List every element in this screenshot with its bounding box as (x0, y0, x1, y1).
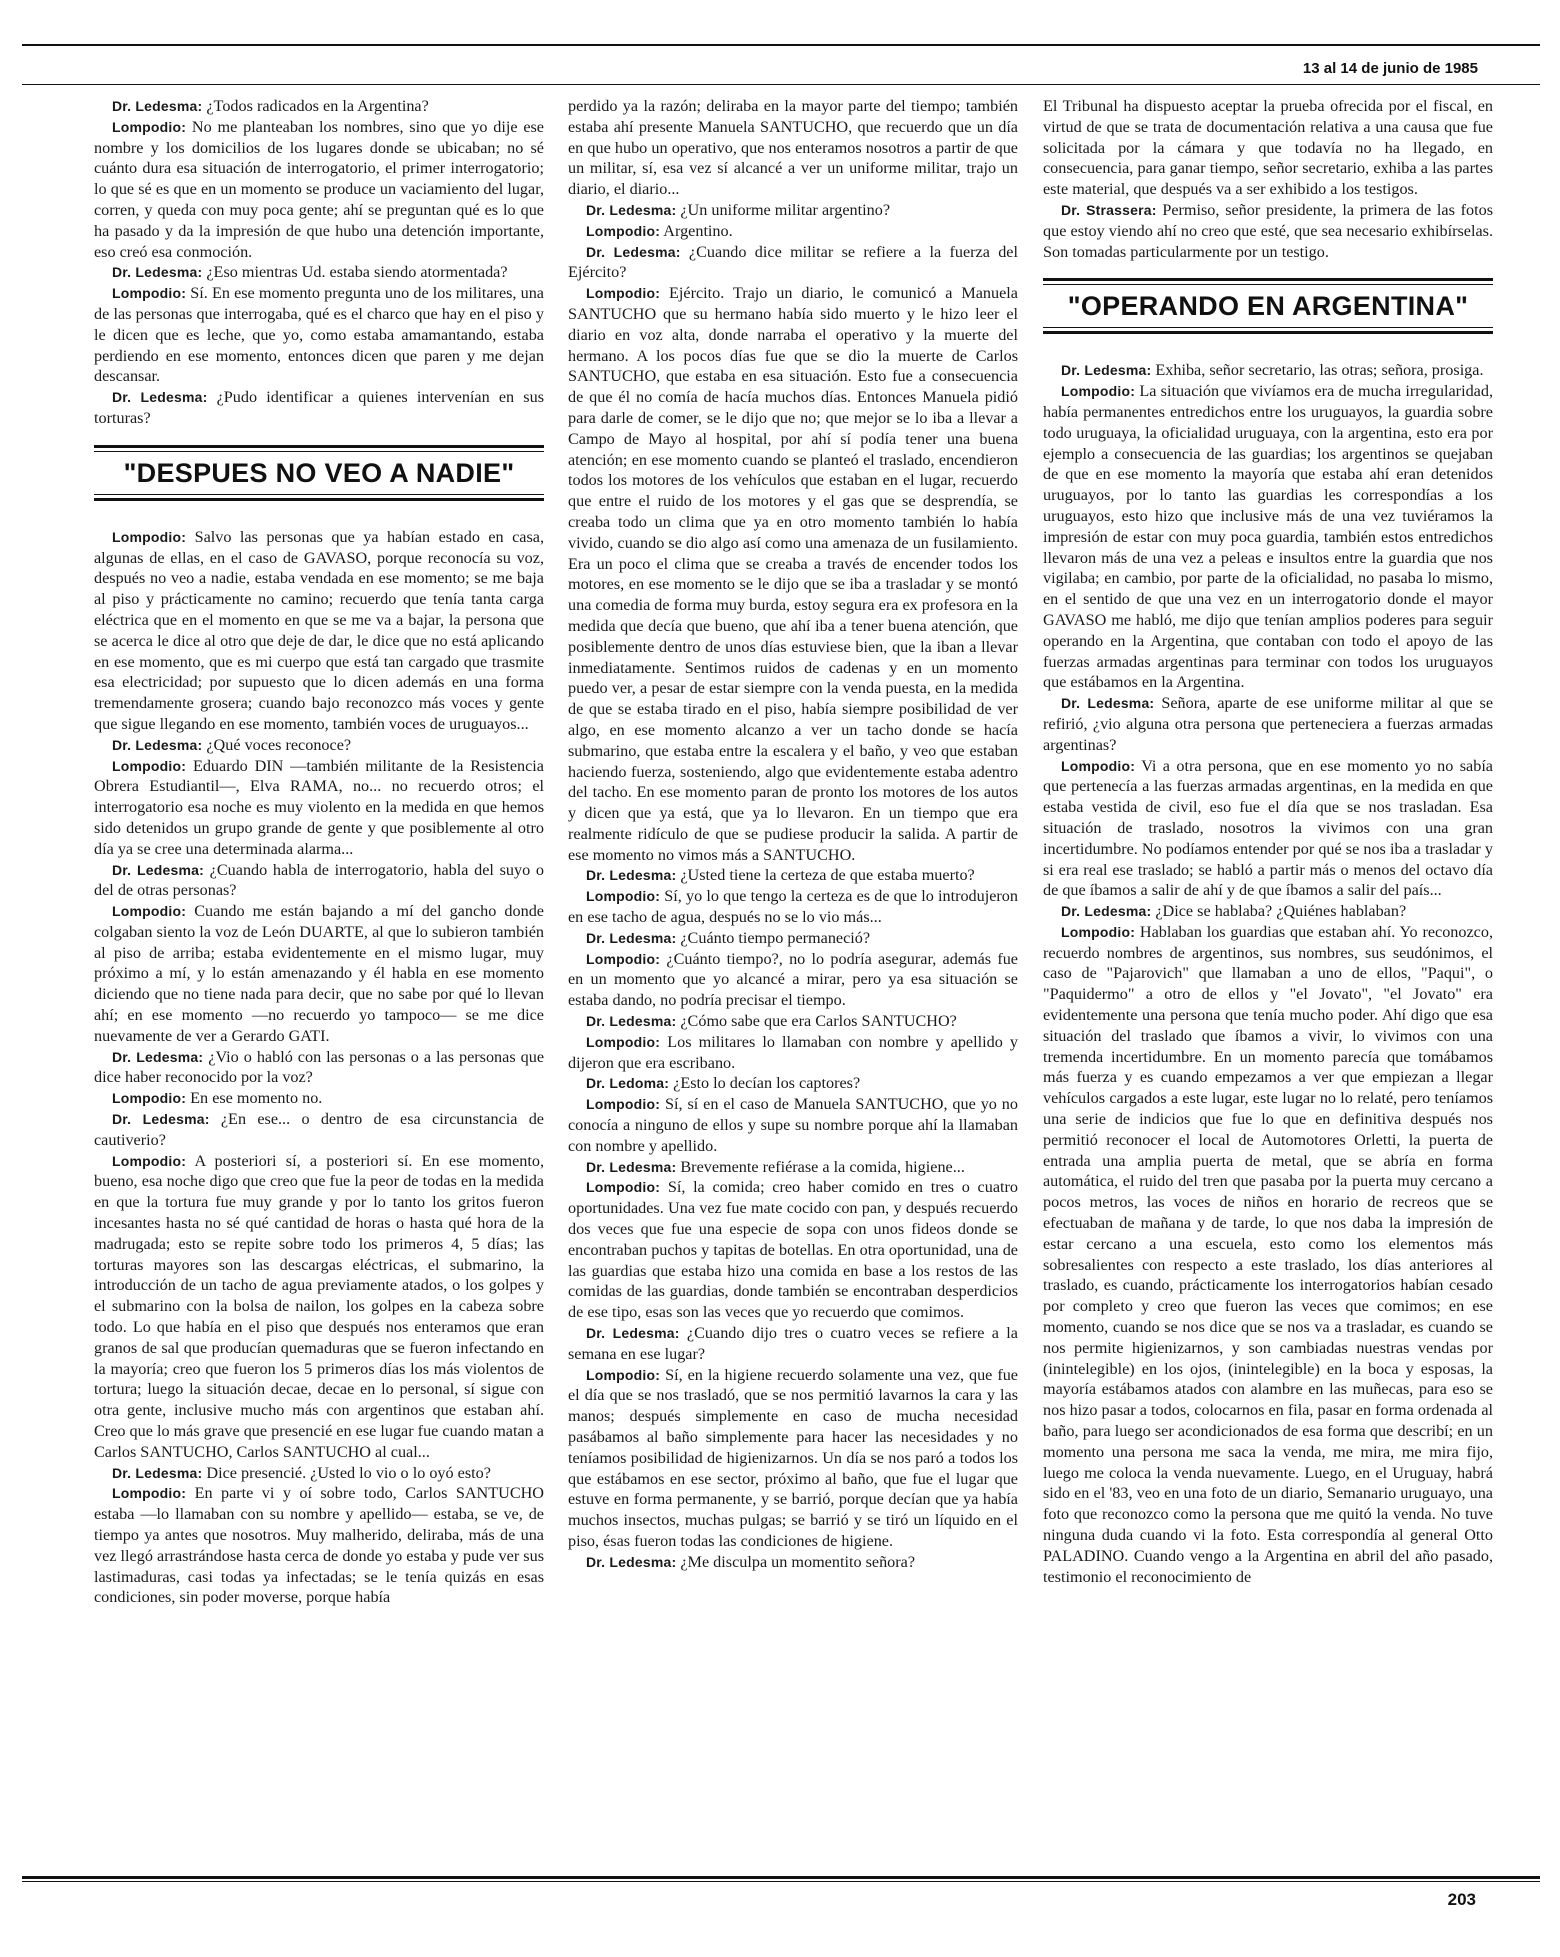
paragraph-text: El Tribunal ha dispuesto aceptar la prueba ofrecida por el fiscal, en virtud de que se trata de documentación relativa a una causa que fue solicitada por la cámara y que todavía no ha llegado, en consecuencia, para ganar tiempo, señor secretario, exhiba a las partes este material, que después va a ser exhibido a los testigos. (1043, 97, 1493, 199)
paragraph-text: Eduardo DIN —también militante de la Resistencia Obrera Estudiantil—, Elva RAMA, no... no recuerdo otros; el interrogatorio esa noche es muy violento en la medida en que hemos sido detenidos un grupo grande de gente y que posiblemente al otro día ya se cree una determinada alarma... (94, 756, 544, 858)
speaker-label: Lompodio: (586, 950, 661, 967)
interview-paragraph (568, 1552, 1018, 1573)
paragraph-text: ¿Me disculpa un momentito señora? (676, 1552, 916, 1571)
paragraph-text: Los militares lo llamaban con nombre y apellido y dijeron que era escribano. (568, 1032, 1018, 1072)
paragraph-text: Sí, sí en el caso de Manuela SANTUCHO, que yo no conocía a ninguno de ellos y supe su nombre porque ahí la llamaban con nombre y apellido. (568, 1095, 1018, 1155)
interview-paragraph (568, 949, 1018, 1011)
paragraph-text: Hablaban los guardias que estaban ahí. Yo reconozco, recuerdo nombres de argentinos, sus nombres, sus seudónimos, el caso de "Pajarovich" que llamaban a uno de ellos, "Paqui", o "Paquidermo" a otro de ellos y "el Jovato", "el Jovato" era evidentemente una persona que tenía mucho poder. Ahí digo que esa situación del traslado que íbamos a vivir, lo vivimos con una tremenda incertidumbre. En un momento parecía que tomábamos más fuerza y es cuando empezamos a ver que empiezan a llegar vehículos cargados a este lugar, este lugar no lo relaté, pero teníamos una serie de indicios que fue lo que en definitiva después nos permitió reconocer el local de Automotores Orletti, la puerta de entrada una amplia puerta de metal, que se abría en forma automática, el ruido del tren que pasaba por la puerta muy cercano a pocos metros, las voces de niños en horario de recreos que se efectuaban de mañana y de tarde, lo que nos daba la impresión de estar cercano a una escuela, esto como los elementos más sobresalientes con respecto a este traslado, los días anteriores al traslado, es cuando, prácticamente los interrogatorios habían cesado por completo y creo que fueron las veces que comimos; en ese momento, cuando se nos dice que se nos va a trasladar, es cuando se nos permite higienizarnos, y son cambiadas nuestras vendas por (inintelegible) en los ojos, (inintelegible) en la boca y esposas, la mayoría estábamos atados con alambre en las muñecas, para eso se nos hizo pasar a todos, colocarnos en fila, pasar en forma ordenada al baño, para luego ser acondicionados de esa forma que describí; en un momento una persona me saca la venda, me mira, me mira fijo, luego me coloca la venda nuevamente. Luego, en el Uruguay, habrá sido en el '83, veo en una foto de un diario, Semanario uruguayo, una foto que reconozco como la persona que me quitó la venda. No tuve ninguna duda cuando vi la foto. Esta correspondía al general Otto PALADINO. Cuando vengo a la Argentina en abril del año pasado, testimonio el reconocimiento de (1043, 922, 1493, 1586)
interview-paragraph (568, 242, 1018, 284)
interview-paragraph (568, 1011, 1018, 1032)
interview-paragraph (568, 283, 1018, 865)
paragraph-text: Argentino. (660, 221, 733, 240)
paragraph-text: ¿Cuánto tiempo permaneció? (676, 928, 871, 947)
interview-paragraph (94, 735, 544, 756)
speaker-label: Dr. Ledesma: (1061, 362, 1152, 379)
speaker-label: Lompodio: (1061, 923, 1136, 940)
interview-paragraph (568, 1073, 1018, 1094)
speaker-label: Dr. Ledesma: (586, 1013, 677, 1030)
speaker-label: Lompodio: (112, 1090, 187, 1107)
speaker-label: Lompodio: (112, 1485, 187, 1502)
speaker-label: Dr. Ledesma: (112, 389, 208, 406)
speaker-label: Lompodio: (586, 222, 661, 239)
speaker-label: Dr. Ledesma: (112, 1464, 203, 1481)
paragraph-text: ¿Cuánto tiempo?, no lo podría asegurar, además fue en un momento que yo alcancé a mirar, pero ya esa situación se estaba dando, no podría precisar el tiempo. (568, 949, 1018, 1010)
column-2 (568, 96, 1018, 1573)
paragraph-text: Ejército. Trajo un diario, le comunicó a Manuela SANTUCHO que su hermano había sido muerto y le hizo leer el diario en voz alta, donde narraba el operativo y la muerte del hermano. A los pocos días fue que se dio la muerte de Carlos SANTUCHO, que estaba en esa situación. Esto fue a consecuencia de que él no comía de hacía muchos días. Entonces Manuela pidió para darle de comer, se le dijo que no; que mejor se lo iba a llevar a Campo de Mayo al hospital, por ahí sí podía tener una buena atención; en ese momento cuando se planteó el traslado, encendieron todos los motores de los vehículos que estaban en el lugar, recuerdo que entre el ruido de los motores y el gas que se desprendía, se creaba todo un clima que ya en otro momento también lo había vivido, cuando se dio algo así como una amenaza de un fusilamiento. Era un poco el clima que se creaba a través de encender todos los motores, en ese momento se le dijo que se iba a trasladar y se montó una comedia de forma muy burda, estoy segura era ex profesora en la medida que decía que bueno, que ahí iba a tener buena atención, que posiblemente dentro de unos días estuviese bien, que la iban a llevar inmediatamente. Sentimos ruidos de cadenas y en un momento puedo ver, a pesar de estar siempre con la venda puesta, en la medida de que se estaba tirado en el piso, había siempre posibilidad de ver algo, en ese momento alcanzo a ver un tacho donde se hacía submarino, que estaba entre la escalera y el baño, y veo que estaban haciendo fuerza, sosteniendo, algo que evidentemente estaba adentro del tacho. En ese momento paran de pronto los motores de los autos y dicen que ya está, que ya lo llevaron. En un tiempo que era realmente ridículo de que se pudiese producir la salida. A partir de ese momento no vimos más a SANTUCHO. (568, 284, 1018, 864)
interview-paragraph (568, 886, 1018, 928)
paragraph-text: Vi a otra persona, que en ese momento yo no sabía que pertenecía a las fuerzas armadas argentinas, en la medida en que estaba vestida de civil, eso fue el día que se nos trasladan. Esa situación de traslado, nosotros la vivimos con una gran incertidumbre. No podíamos entender por qué se nos iba a trasladar y si era real ese traslado; se habló a partir más o menos del octavo día de que íbamos a salir de ahí y de que íbamos a salir del país... (1043, 756, 1493, 900)
speaker-label: Dr. Ledoma: (586, 1075, 670, 1092)
paragraph-text: ¿Esto lo decían los captores? (669, 1074, 861, 1093)
speaker-label: Lompodio: (586, 1096, 661, 1113)
interview-paragraph (1043, 200, 1493, 262)
interview-paragraph (94, 1088, 544, 1109)
paragraph-text: Señora, aparte de ese uniforme militar al que se refirió, ¿vio alguna otra persona que perteneciera a fuerzas armadas argentinas? (1043, 694, 1494, 754)
speaker-label: Lompodio: (586, 1179, 661, 1196)
paragraph-text: ¿Cómo sabe que era Carlos SANTUCHO? (676, 1012, 957, 1031)
top-rule (22, 44, 1540, 46)
paragraph-text: Sí, en la higiene recuerdo solamente una vez, que fue el día que se nos trasladó, que se nos permitió lavarnos la cara y las manos; después simplemente en caso de mucha necesidad pasábamos al baño simplemente para hacer las necesidades y no teníamos posibilidad de higienizarnos. Un día se nos paró a todos los que estábamos en ese sector, próximo al baño, que fue el lugar que estuve en forma permanente, y se barrió, porque decían que ya había muchos insectos, muchas pulgas; se barrió y se tiró un líquido en el piso, ésas fueron todas las condiciones de higiene. (568, 1365, 1018, 1550)
interview-paragraph (568, 1032, 1018, 1074)
speaker-label: Lompodio: (1061, 757, 1136, 774)
paragraph-text: Brevemente refiérase a la comida, higiene... (676, 1157, 965, 1176)
speaker-label: Dr. Ledesma: (112, 264, 203, 281)
speaker-label: Lompodio: (112, 903, 187, 920)
paragraph-text: ¿Cuando dice militar se refiere a la fuerza del Ejército? (568, 242, 1018, 282)
interview-paragraph (94, 1151, 544, 1463)
speaker-label: Dr. Ledesma: (112, 1048, 204, 1065)
speaker-label: Dr. Ledesma: (586, 929, 677, 946)
top-rule-thin (22, 84, 1540, 85)
interview-paragraph (568, 1365, 1018, 1552)
interview-paragraph (1043, 756, 1493, 902)
paragraph-text: A posteriori sí, a posteriori sí. En ese momento, bueno, esa noche digo que creo que fue la peor de todas en la medida en que la tortura fue muy grande y por lo tanto los gritos fueron incesantes hasta no sé qué cantidad de horas o hasta qué hora de la madrugada; esto se repite sobre todo los primeros 4, 5 días; las torturas mayores son las descargas eléctricas, el submarino, la introducción de un tacho de agua previamente atados, o los golpes y el submarino con la bolsa de nailon, los golpes en la cabeza sobre todo. Lo que había en el piso que después nos enteramos que eran granos de sal que producían quemaduras que se fueron infectando en la mayoría; creo que fueron los 5 primeros días los más violentos de tortura; luego la situación decae, decae en lo personal, sí sigue con otra gente, inclusive mucho más con argentinos que estaban ahí. Creo que lo más grave que presencié en ese lugar fue cuando matan a Carlos SANTUCHO, Carlos SANTUCHO al cual... (94, 1151, 544, 1461)
interview-paragraph (94, 283, 544, 387)
interview-paragraph (94, 860, 544, 902)
paragraph-text: ¿Un uniforme militar argentino? (676, 200, 890, 219)
paragraph-text: Cuando me están bajando a mí del gancho donde colgaban siento la voz de León DUARTE, al que lo subieron también al piso de arriba; estaba evidentemente en el mismo lugar, muy próximo a mí, y lo están amenazando y él habla en ese momento diciendo que no tiene nada para decir, que no sabe por qué lo llevan ahí; en ese momento —no recuerdo yo tampoco— se me dice nuevamente de ver a Gerardo GATI. (94, 902, 544, 1045)
interview-paragraph (94, 262, 544, 283)
speaker-label: Lompodio: (112, 528, 187, 545)
section-heading-box (1043, 278, 1493, 334)
speaker-label: Dr. Ledesma: (586, 867, 677, 884)
speaker-label: Dr. Strassera: (1061, 201, 1157, 218)
section-heading-box (94, 445, 544, 501)
speaker-label: Dr. Ledesma: (1061, 695, 1155, 712)
speaker-label: Dr. Ledesma: (586, 243, 681, 260)
speaker-label: Lompodio: (586, 888, 661, 905)
interview-paragraph (94, 756, 544, 860)
paragraph-text: ¿Usted tiene la certeza de que estaba muerto? (676, 866, 975, 885)
speaker-label: Dr. Ledesma: (112, 861, 204, 878)
paragraph-text: La situación que vivíamos era de mucha irregularidad, había permanentes entredichos entre los uruguayos, la guardia sobre todo uruguaya, la oficialidad uruguaya, con la argentina, esto era por ejemplo a consecuencia de las guardias; los argentinos se quejaban de que en ese momento la mayoría que estaba ahí eran detenidos uruguayos, por lo tanto las guardias les correspondías a los uruguayos, esto hizo que inclusive más de una vez tuviéramos la impresión de estar con muy poca guardia, también estos entredichos llevaron más de una vez a peleas e insultos entre la guardia que nos vigilaba; en cambio, por parte de la oficialidad, no pasaba lo mismo, en el sentido de que una vez en un interrogatorio donde el mayor GAVASO me habló, me dijo que tenían amplios poderes para seguir operando en la Argentina, que contaban con todo el apoyo de las fuerzas armadas argentinas para terminar con todos los uruguayos que estábamos en la Argentina. (1043, 382, 1493, 692)
interview-paragraph (568, 865, 1018, 886)
speaker-label: Lompodio: (586, 1033, 661, 1050)
interview-paragraph (94, 527, 544, 735)
speaker-label: Dr. Ledesma: (586, 1553, 677, 1570)
speaker-label: Dr. Ledesma: (112, 736, 203, 753)
interview-paragraph (94, 1109, 544, 1151)
speaker-label: Lompodio: (112, 1152, 187, 1169)
bottom-rule (22, 1876, 1540, 1879)
speaker-label: Dr. Ledesma: (586, 201, 677, 218)
speaker-label: Lompodio: (1061, 383, 1136, 400)
speaker-label: Lompodio: (586, 1366, 661, 1383)
interview-paragraph (94, 387, 544, 429)
paragraph-text: En ese momento no. (186, 1089, 323, 1108)
interview-paragraph (94, 901, 544, 1047)
section-heading: "DESPUES NO VEO A NADIE" (123, 457, 515, 488)
column-1 (94, 96, 544, 1608)
paragraph-text: ¿Todos radicados en la Argentina? (202, 97, 429, 115)
paragraph-text: ¿Cuando habla de interrogatorio, habla del suyo o del de otras personas? (94, 860, 544, 900)
speaker-label: Dr. Ledesma: (586, 1158, 677, 1175)
interview-paragraph (94, 1047, 544, 1089)
paragraph-text: Sí, yo lo que tengo la certeza es de que lo introdujeron en ese tacho de agua, después no se lo vio más... (568, 887, 1018, 927)
paragraph-text: Sí, la comida; creo haber comido en tres o cuatro oportunidades. Una vez fue mate cocido con pan, y después recuerdo dos veces que fue una especie de sopa con unos fideos donde se encontraban puchos y tapitas de botellas. En otra oportunidad, una de las guardias que estaba hizo una comida en base a los restos de las comidas de las guardias, donde también se encontraban desperdicios de ese tipo, esas son las veces que yo recuerdo que comimos. (568, 1178, 1018, 1322)
interview-paragraph (1043, 901, 1493, 922)
header-date: 13 al 14 de junio de 1985 (1302, 60, 1478, 77)
column-3 (1043, 96, 1493, 1587)
interview-paragraph (1043, 96, 1493, 200)
interview-paragraph (568, 96, 1018, 200)
paragraph-text: Permiso, señor presidente, la primera de las fotos que estoy viendo ahí no creo que esté, que sea necesario exhibírselas. Son tomadas particularmente por un testigo. (1043, 200, 1494, 261)
paragraph-text: ¿En ese... o dentro de esa circunstancia de cautiverio? (94, 1110, 544, 1149)
speaker-label: Lompodio: (112, 757, 187, 774)
speaker-label: Lompodio: (112, 118, 187, 135)
interview-paragraph (568, 928, 1018, 949)
paragraph-text: Salvo las personas que ya habían estado en casa, algunas de ellas, en el caso de GAVASO, porque reconocía su voz, después no veo a nadie, estaba vendada en ese momento; se me baja al piso y prácticamente no camino; recuerdo que tenía tanta carga eléctrica que en el momento en que se me va a bajar, la persona que se acerca le dice al otro que deje de dar, le dice que no está aplicando en ese momento, que es mi cuerpo que está tan cargado que trasmite esa electricidad; por supuesto que lo dicen además en una forma tremendamente grosera; cuando bajo reconozco más voces y gente que sigue llegando en ese momento, también voces de uruguayos... (94, 527, 544, 733)
paragraph-text: ¿Pudo identificar a quienes intervenían en sus torturas? (94, 388, 544, 427)
speaker-label: Lompodio: (112, 285, 187, 302)
interview-paragraph (94, 117, 544, 263)
paragraph-text: ¿Cuando dijo tres o cuatro veces se refiere a la semana en ese lugar? (568, 1324, 1018, 1363)
page-number: 203 (1447, 1890, 1476, 1909)
paragraph-text: ¿Eso mientras Ud. estaba siendo atormentada? (202, 263, 508, 282)
interview-paragraph (94, 1483, 544, 1608)
interview-paragraph (1043, 360, 1493, 381)
interview-paragraph (568, 1094, 1018, 1156)
speaker-label: Dr. Ledesma: (586, 1325, 680, 1342)
speaker-label: Dr. Ledesma: (112, 1111, 210, 1128)
interview-paragraph (1043, 381, 1493, 693)
speaker-label: Lompodio: (586, 285, 661, 302)
interview-paragraph (1043, 922, 1493, 1588)
bottom-rule-thin (22, 1881, 1540, 1882)
paragraph-text: ¿Qué voces reconoce? (202, 735, 352, 754)
interview-paragraph (568, 1177, 1018, 1323)
interview-paragraph (568, 1157, 1018, 1178)
interview-paragraph (94, 1463, 544, 1484)
paragraph-text: No me planteaban los nombres, sino que yo dije ese nombre y los domicilios de los lugares donde se ubicaban; no sé cuánto dura esa situación de interrogatorio, el primer interrogatorio; lo que sé es que en un momento se produce un vaciamiento del lugar, corren, y queda con muy poca gente; ahí se preguntan qué es lo que ha pasado y da la impresión de que hubo una detención importante, eso creó esa conmoción. (94, 117, 544, 261)
paragraph-text: Exhiba, señor secretario, las otras; señora, prosiga. (1151, 361, 1484, 380)
interview-paragraph (1043, 693, 1493, 755)
paragraph-text: ¿Dice se hablaba? ¿Quiénes hablaban? (1151, 902, 1407, 921)
interview-paragraph (94, 96, 544, 117)
paragraph-text: Dice presencié. ¿Usted lo vio o lo oyó esto? (202, 1463, 491, 1482)
section-heading: "OPERANDO EN ARGENTINA" (1067, 291, 1469, 322)
interview-paragraph (568, 200, 1018, 221)
paragraph-text: En parte vi y oí sobre todo, Carlos SANTUCHO estaba —lo llamaban con su nombre y apellido— estaba, se ve, de tiempo ya antes que nosotros. Muy malherido, deliraba, más de una vez llegó arrastrándose hasta cerca de donde yo estaba y pude ver sus lastimaduras, casi todas ya infectadas; se le tenía quizás en esas condiciones, sin poder moverse, porque había (94, 1484, 544, 1607)
paragraph-text: perdido ya la razón; deliraba en la mayor parte del tiempo; también estaba ahí presente Manuela SANTUCHO, que recuerdo que un día en que hubo un operativo, que nos enteramos nosotros a partir de que un militar, sí, esa vez sí alcancé a ver un uniforme militar, trajo un diario, el diario... (568, 97, 1018, 199)
speaker-label: Dr. Ledesma: (112, 98, 203, 114)
paragraph-text: ¿Vio o habló con las personas o a las personas que dice haber reconocido por la voz? (94, 1047, 544, 1087)
speaker-label: Dr. Ledesma: (1061, 903, 1152, 920)
interview-paragraph (568, 221, 1018, 242)
interview-paragraph (568, 1323, 1018, 1365)
paragraph-text: Sí. En ese momento pregunta uno de los militares, una de las personas que interrogaba, qué es el charco que hay en el piso y le dicen que es leche, que yo, como estaba amamantando, estaba perdiendo en ese momento, entonces dicen que paren y me dejan descansar. (94, 284, 544, 386)
